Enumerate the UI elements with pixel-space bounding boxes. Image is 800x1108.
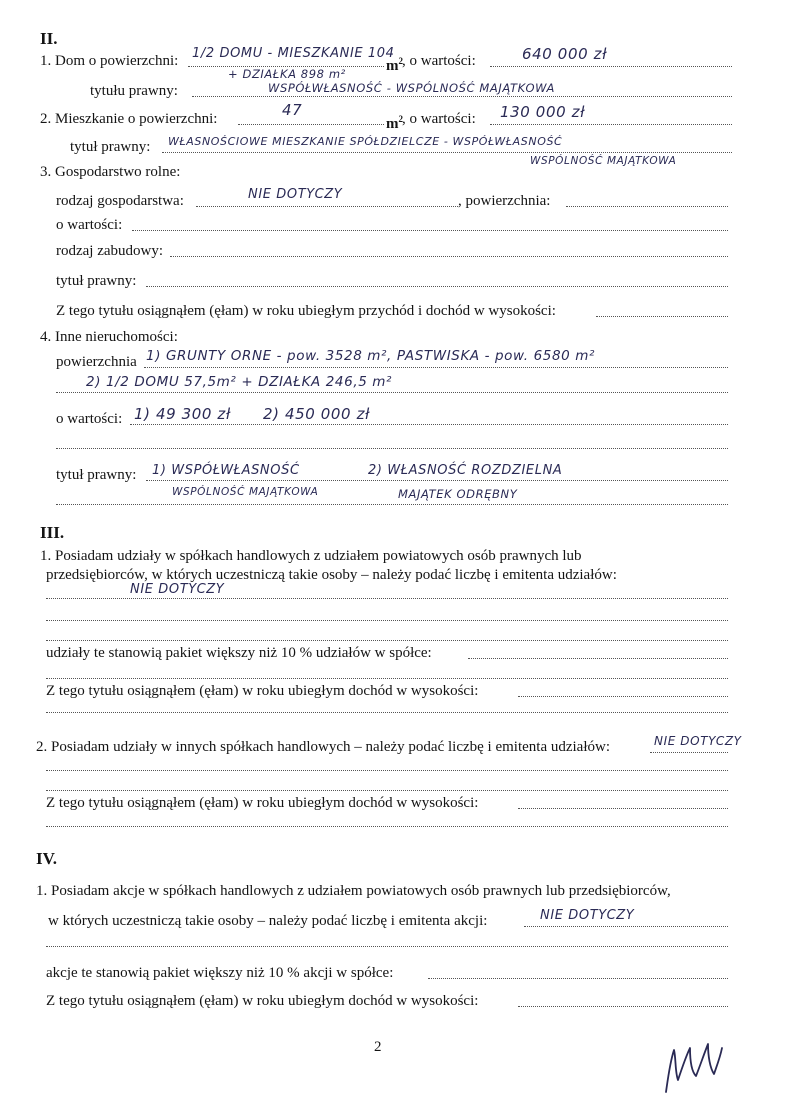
stock-income-field[interactable] [518,1006,728,1007]
farm-type-field[interactable] [196,206,458,207]
stock-field-2[interactable] [46,946,728,947]
house-title-handwritten: WSPÓŁWŁASNOŚĆ - WSPÓLNOŚĆ MAJĄTKOWA [268,81,555,95]
other-area-label: powierzchnia [56,354,137,370]
other-shares-field-3[interactable] [46,790,728,791]
other-area-handwritten: 1) GRUNTY ORNE - pow. 3528 m², PASTWISKA - pow. 6580 m² [146,348,595,364]
stock-packet-field[interactable] [428,978,728,979]
shares-field-1[interactable] [46,598,728,599]
other-area-handwritten-2: 2) 1/2 DOMU 57,5m² + DZIAŁKA 246,5 m² [86,374,393,390]
other-title-handwritten-2: 2) WŁASNOŚĆ ROZDZIELNA [368,463,563,478]
shares-handwritten: NIE DOTYCZY [130,582,225,597]
farm-income-field[interactable] [596,316,728,317]
flat-area-label: 2. Mieszkanie o powierzchni: [40,111,218,127]
farm-area-label: , powierzchnia: [458,193,551,209]
stock-packet-label: akcje te stanowią pakiet większy niż 10 % akcji w spółce: [46,965,394,981]
farm-type-label: rodzaj gospodarstwa: [56,193,184,209]
section-iii-heading: III. [40,523,65,542]
shares-packet-field[interactable] [468,658,728,659]
shares-income-field-2[interactable] [46,712,728,713]
farm-value-label: o wartości: [56,217,123,233]
farm-income-label: Z tego tytułu osiągnąłem (ęłam) w roku ubiegłym przychód i dochód w wysokości: [56,303,556,319]
stock-field[interactable] [524,926,728,927]
section-ii-heading: II. [40,29,58,48]
house-value-label: , o wartości: [402,53,476,69]
shares-text-line2: przedsiębiorców, w których uczestniczą takie osoby – należy podać liczbę i emitenta udziałów: [46,567,617,583]
flat-value-label: , o wartości: [402,111,476,127]
other-shares-income-label: Z tego tytułu osiągnąłem (ęłam) w roku ubiegłym dochód w wysokości: [46,795,479,811]
other-value-field-2[interactable] [56,448,728,449]
stock-text-line1: 1. Posiadam akcje w spółkach handlowych z udziałem powiatowych osób prawnych lub przedsiębiorców, [36,883,671,899]
other-shares-income-field-2[interactable] [46,826,728,827]
page-number: 2 [374,1039,382,1055]
flat-title-label: tytuł prawny: [70,139,151,155]
farm-area-field[interactable] [566,206,728,207]
flat-title-handwritten: WŁASNOŚCIOWE MIESZKANIE SPÓŁDZIELCZE - WSPÓŁWŁASNOŚĆ [168,135,563,148]
house-title-label: tytułu prawny: [90,83,178,99]
other-title-field-2[interactable] [56,504,728,505]
farm-type-handwritten: NIE DOTYCZY [248,187,343,202]
shares-income-label: Z tego tytułu osiągnąłem (ęłam) w roku ubiegłym dochód w wysokości: [46,683,479,699]
shares-packet-field-2[interactable] [46,678,728,679]
house-value-field[interactable] [490,66,732,67]
flat-value-field[interactable] [490,124,732,125]
other-title-handwritten-1: 1) WSPÓŁWŁASNOŚĆ [152,463,300,478]
other-shares-handwritten: NIE DOTYCZY [654,734,742,748]
flat-title-handwritten-2: WSPÓLNOŚĆ MAJĄTKOWA [530,155,677,167]
other-shares-field-2[interactable] [46,770,728,771]
other-title-handwritten-1b: WSPÓLNOŚĆ MAJĄTKOWA [172,486,319,498]
farm-title-field[interactable] [146,286,728,287]
other-shares-text: 2. Posiadam udziały w innych spółkach handlowych – należy podać liczbę i emitenta udziałów: [36,739,610,755]
farm-building-label: rodzaj zabudowy: [56,243,164,259]
other-area-field-2[interactable] [56,392,728,393]
signature-initials [660,1028,732,1098]
flat-area-handwritten: 47 [282,101,303,119]
other-value-label: o wartości: [56,411,123,427]
flat-value-handwritten: 130 000 zł [500,103,585,121]
other-title-label: tytuł prawny: [56,467,137,483]
stock-handwritten: NIE DOTYCZY [540,908,635,923]
farm-building-field[interactable] [170,256,728,257]
other-shares-income-field[interactable] [518,808,728,809]
section-iv-heading: IV. [36,849,57,868]
farm-value-field[interactable] [132,230,728,231]
shares-text-line1: 1. Posiadam udziały w spółkach handlowych z udziałem powiatowych osób prawnych lub [40,548,582,564]
house-area-handwritten: 1/2 DOMU - MIESZKANIE 104 [192,46,395,61]
house-area-label: 1. Dom o powierzchni: [40,53,179,69]
other-value-field[interactable] [130,424,728,425]
shares-field-2[interactable] [46,620,728,621]
house-title-field[interactable] [192,96,732,97]
house-value-handwritten: 640 000 zł [522,45,607,63]
flat-area-unit: $m^2$ [386,114,403,132]
other-title-field[interactable] [146,480,728,481]
farm-label: 3. Gospodarstwo rolne: [40,164,181,180]
other-value-handwritten: 1) 49 300 zł 2) 450 000 zł [134,405,370,423]
stock-text-line2: w których uczestniczą takie osoby – należy podać liczbę i emitenta akcji: [48,913,488,929]
other-area-field[interactable] [144,367,728,368]
stock-income-label: Z tego tytułu osiągnąłem (ęłam) w roku ubiegłym dochód w wysokości: [46,993,479,1009]
house-plot-handwritten: + DZIAŁKA 898 m² [228,67,346,81]
other-shares-field[interactable] [650,752,728,753]
farm-title-label: tytuł prawny: [56,273,137,289]
shares-field-3[interactable] [46,640,728,641]
shares-packet-label: udziały te stanowią pakiet większy niż 10 % udziałów w spółce: [46,645,432,661]
other-property-label: 4. Inne nieruchomości: [40,329,178,345]
flat-area-field[interactable] [238,124,384,125]
shares-income-field[interactable] [518,696,728,697]
other-title-handwritten-2b: MAJĄTEK ODRĘBNY [398,487,518,501]
house-area-unit: $m^2$ [386,56,403,74]
